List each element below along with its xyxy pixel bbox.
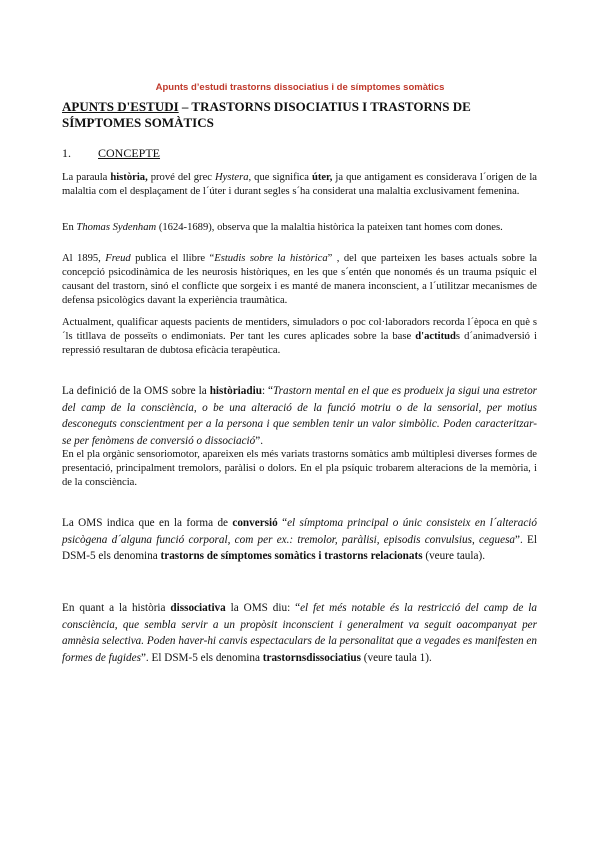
bold-term: trastornsdissociatius bbox=[262, 651, 361, 664]
document-title bbox=[62, 99, 542, 131]
text-run: ”. El DSM-5 els denomina bbox=[140, 651, 263, 664]
section-label: CONCEPTE bbox=[98, 146, 161, 160]
text-run: (veure taula 1). bbox=[360, 651, 432, 664]
text-run: la OMS diu: “ bbox=[225, 602, 301, 614]
text-run: , que significa bbox=[248, 172, 312, 183]
text-run: Actualment, qualificar aquests pacients de mentiders, simuladors o poc col·laboradors recorda l´època en què s´ls titllava de posseïts o endimoniats. Per tant les cures aplicades sobre la base bbox=[62, 317, 537, 342]
paragraph-pla-organic bbox=[62, 448, 537, 490]
text-run: ”. El DSM-5 els denomina bbox=[62, 533, 537, 562]
text-run: s d´animadversió i repressió resultaran de dubtosa eficàcia terapèutica. bbox=[62, 331, 537, 356]
text-run: : “ bbox=[261, 385, 274, 397]
text-run: En el pla orgànic sensoriomotor, apareixen els més variats trastorns somàtics amb múltiplesi diverses formes de presentació, principalment tremolors, paràlisi o dolors. En el pla psíquic trobarem alteracions de la memòria, i de la consciència. bbox=[62, 449, 537, 488]
text-run: ja que antigament es considerava l´origen de la malaltia com el desplaçament de l´úter i durant segles s´ha considerat una malaltia exclusivament femenina. bbox=[62, 172, 537, 197]
italic-term: Thomas Sydenham bbox=[76, 222, 157, 233]
title-rest: – TRASTORNS DISOCIATIUS I TRASTORNS DE SÍMPTOMES SOMÀTICS bbox=[62, 99, 471, 130]
bold-term: trastorns de símptomes somàtics i trastorns relacionats bbox=[160, 550, 423, 562]
bold-term: històriadiu bbox=[209, 385, 262, 397]
paragraph-freud bbox=[62, 252, 537, 308]
document-header: Apunts d’estudi trastorns dissociatius i de símptomes somàtics bbox=[155, 82, 445, 93]
text-run: ”. bbox=[255, 434, 264, 447]
italic-quote: el fet més notable és la restricció del camp de la consciència, que sembla servir a un propòsit inconscient i generalment va seguit oacompanyat per amnèsia selectiva. Poden haver-hi canvis espectaculars de la personalitat que a vegades es manifesten en formes de fugides bbox=[62, 602, 537, 664]
text-run: La definició de la OMS sobre la bbox=[62, 385, 210, 397]
italic-term: Hystera bbox=[214, 172, 249, 183]
text-run: publica el llibre “ bbox=[130, 253, 215, 264]
text-run: La OMS indica que en la forma de bbox=[62, 517, 233, 529]
paragraph-sydenham bbox=[62, 221, 537, 235]
bold-term: conversió bbox=[232, 517, 278, 529]
text-run: (1624-1689), observa que la malaltia històrica la pateixen tant homes com dones. bbox=[156, 222, 503, 233]
section-number: 1. bbox=[62, 146, 71, 160]
text-run: La paraula bbox=[62, 172, 111, 183]
text-run: En bbox=[62, 222, 77, 233]
text-run: En quant a la història bbox=[62, 602, 171, 614]
paragraph-dissociativa bbox=[62, 600, 537, 666]
paragraph-actualment bbox=[62, 316, 537, 358]
paragraph-oms-definition bbox=[62, 383, 537, 449]
title-lead: APUNTS D'ESTUDI bbox=[62, 99, 179, 114]
bold-term: dissociativa bbox=[170, 602, 226, 614]
text-run: (veure taula). bbox=[422, 550, 485, 562]
text-run: Al 1895, bbox=[62, 253, 106, 264]
section-heading bbox=[62, 146, 160, 161]
paragraph-conversio bbox=[62, 515, 537, 565]
text-run: prové del grec bbox=[147, 172, 215, 183]
italic-quote: Trastorn mental en el que es produeix ja sigui una estretor del camp de la consciència, o be una alteració de la funció motriu o de la sensorial, per motius desconeguts conscientment per a la persona i que semblen tenir un valor simbòlic. Poden caracteritzar-se per fenòmens de conversió o dissociació bbox=[62, 385, 538, 447]
italic-term: Estudis sobre la històrica bbox=[214, 253, 328, 264]
paragraph-historia-origin bbox=[62, 171, 537, 199]
text-run: ” , del que parteixen les bases actuals sobre la concepció psicodinàmica de les neurosis històriques, en les que s´entén que nonomés és un trauma psíquic el causant del trastorn, sinó el conflicte que sorgeix i es manté de manera inconscient, a l´utilitzar mecanismes de defensa psicològics davant la experiència traumàtica. bbox=[62, 253, 537, 306]
bold-term: úter, bbox=[311, 172, 333, 183]
bold-term: d'actitud bbox=[415, 331, 456, 342]
italic-quote: el símptoma principal o únic consisteix en l´alteració psicògena d´alguna funció corporal, com per ex.: tremolor, paràlisi, episodis convulsius, ceguesa bbox=[62, 517, 538, 546]
text-run: “ bbox=[277, 517, 288, 529]
bold-term: història, bbox=[110, 172, 148, 183]
italic-term: Freud bbox=[105, 253, 131, 264]
